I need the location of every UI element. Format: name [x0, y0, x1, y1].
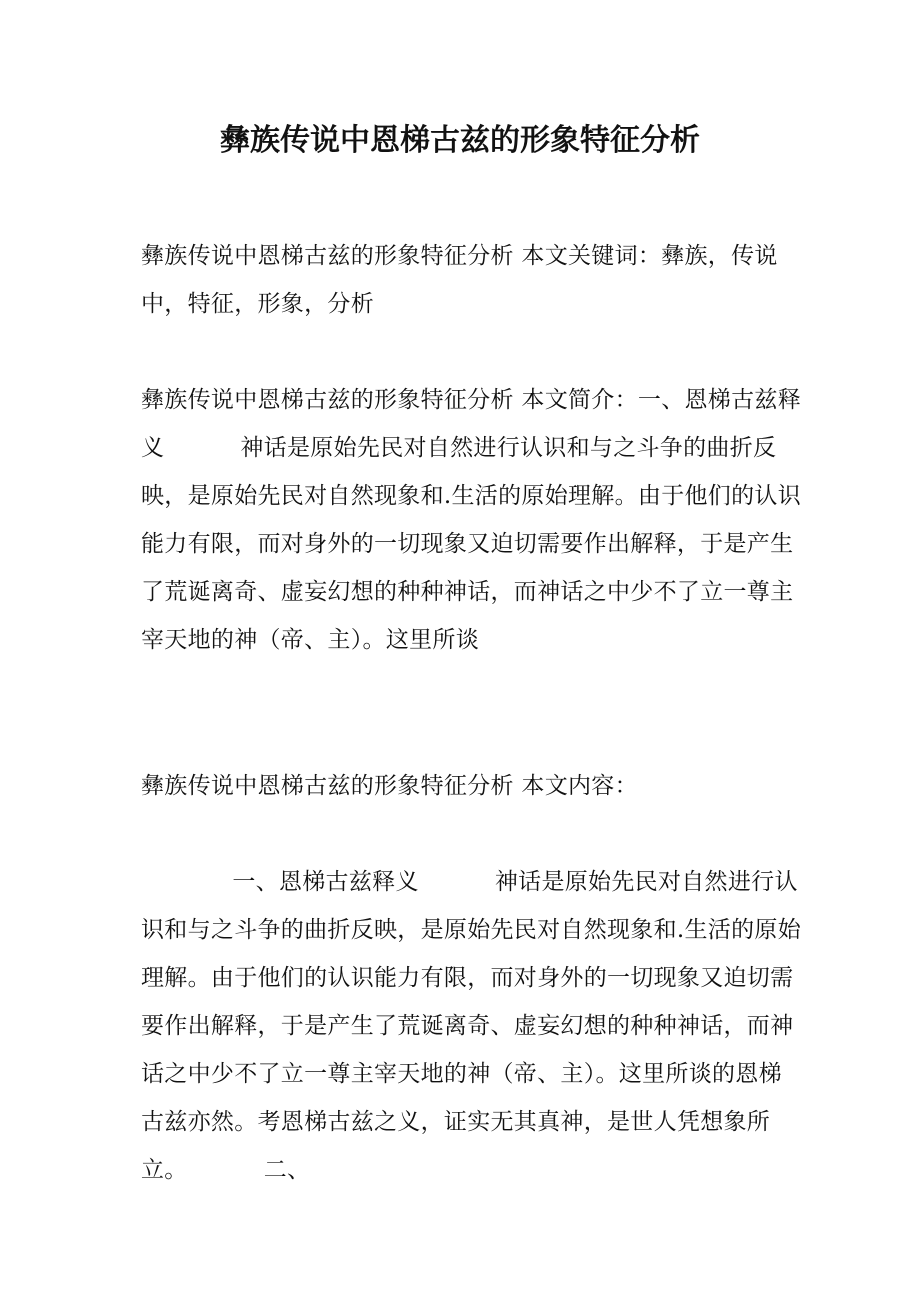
content-paragraph: 一、恩梯古兹释义 神话是原始先民对自然进行认识和与之斗争的曲折反映，是原始先民对自然现象和.生活的原始理解。由于他们的认识能力有限，而对身外的一切现象又迫切需要作出解释，于是产生了荒诞离奇、虚妄幻想的种种神话，而神话之中少不了立一尊主宰天地的神（帝、主）。这里所谈的恩梯古兹亦然。考恩梯古兹之义，证实无其真神，是世人凭想象所立。 二、	[141, 869, 802, 1183]
content-heading: 彝族传说中恩梯古兹的形象特征分析 本文内容：	[141, 773, 638, 799]
keywords-paragraph: 彝族传说中恩梯古兹的形象特征分析 本文关键词：彝族，传说中，特征，形象，分析	[141, 243, 778, 317]
document-title: 彝族传说中恩梯古兹的形象特征分析	[220, 123, 700, 158]
summary-paragraph: 彝族传说中恩梯古兹的形象特征分析 本文简介：一、恩梯古兹释义 神话是原始先民对自然进行认识和与之斗争的曲折反映，是原始先民对自然现象和.生活的原始理解。由于他们的认识能力有限，而对身外的一切现象又迫切需要作出解释，于是产生了荒诞离奇、虚妄幻想的种种神话，而神话之中少不了立一尊主宰天地的神（帝、主）。这里所谈	[141, 387, 802, 653]
